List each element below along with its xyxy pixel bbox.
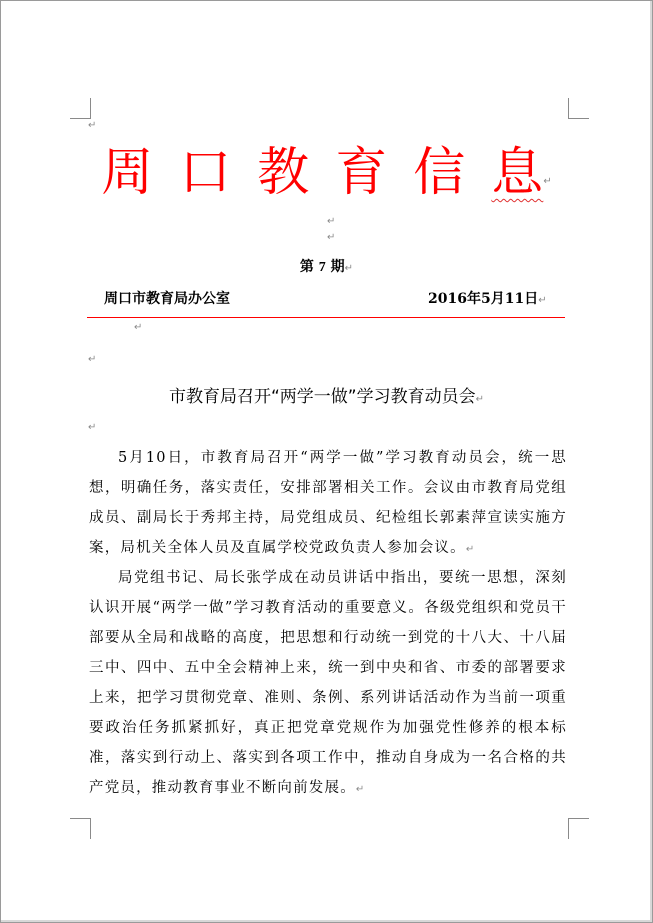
article-title[interactable] [0, 382, 653, 407]
paragraph-2-text: 局党组书记、局长张学成在动员讲话中指出，要统一思想，深刻认识开展“两学一做”学习教育活动的重要意义。各级党组织和党员干部要从全局和战略的高度，把思想和行动统一到党的十八大、十八届三中、四中、五中全会精神上来，统一到中央和省、市委的部署要求上来，把学习贯彻党章、准则、条例、系列讲话活动作为当前一项重要政治任务抓紧抓好，真正把党章党规作为加强党性修养的根本标准，落实到行动上、落实到各项工作中，推动自身成为一名合格的共产党员，推动教育事业不断向前发展。 [89, 570, 567, 796]
masthead-title-main: 周口教育信 [101, 143, 492, 203]
paragraph-mark-icon: ↵ [543, 176, 552, 187]
paragraph-mark-icon: ↵ [465, 544, 476, 555]
paragraph-mark-icon: ↵ [88, 422, 97, 433]
issue-suffix: 期 [330, 259, 345, 275]
paragraph-mark-icon: ↵ [327, 216, 336, 227]
paragraph-mark-icon: ↵ [344, 263, 354, 274]
paragraph-mark-icon: ↵ [355, 784, 366, 795]
article-paragraph-1[interactable] [89, 443, 567, 565]
crop-mark-bottom-left [70, 818, 91, 839]
issue-date-text: 2016年5月11日 [428, 291, 539, 307]
red-divider-line [87, 317, 565, 318]
paragraph-mark-icon: ↵ [475, 394, 484, 405]
paragraph-mark-icon: ↵ [134, 322, 143, 333]
article-paragraph-2[interactable] [89, 563, 567, 805]
issue-number[interactable] [0, 256, 653, 276]
paragraph-mark-icon: ↵ [538, 295, 547, 306]
article-title-text: 市教育局召开“两学一做”学习教育动员会 [168, 387, 476, 407]
crop-mark-top-right [568, 98, 589, 119]
crop-mark-top-left [70, 98, 91, 119]
masthead-title[interactable] [0, 138, 653, 223]
issue-prefix: 第 [299, 259, 314, 275]
issue-date[interactable] [428, 288, 547, 308]
issuing-office[interactable]: 周口市教育局办公室 [104, 291, 230, 307]
issue-value: 7 [318, 260, 326, 275]
paragraph-mark-icon: ↵ [88, 354, 97, 365]
paragraph-1-text: 5月10日，市教育局召开“两学一做”学习教育动员会，统一思想，明确任务，落实责任，安排部署相关工作。会议由市教育局党组成员、副局长于秀邦主持，局党组成员、纪检组长郭素萍宣读实施方案，局机关全体人员及直属学校党政负责人参加会议。 [89, 450, 567, 556]
masthead-title-last: 息 [491, 143, 544, 203]
paragraph-mark-icon: ↵ [88, 120, 97, 131]
crop-mark-bottom-right [568, 818, 589, 839]
paragraph-mark-icon: ↵ [327, 232, 336, 243]
